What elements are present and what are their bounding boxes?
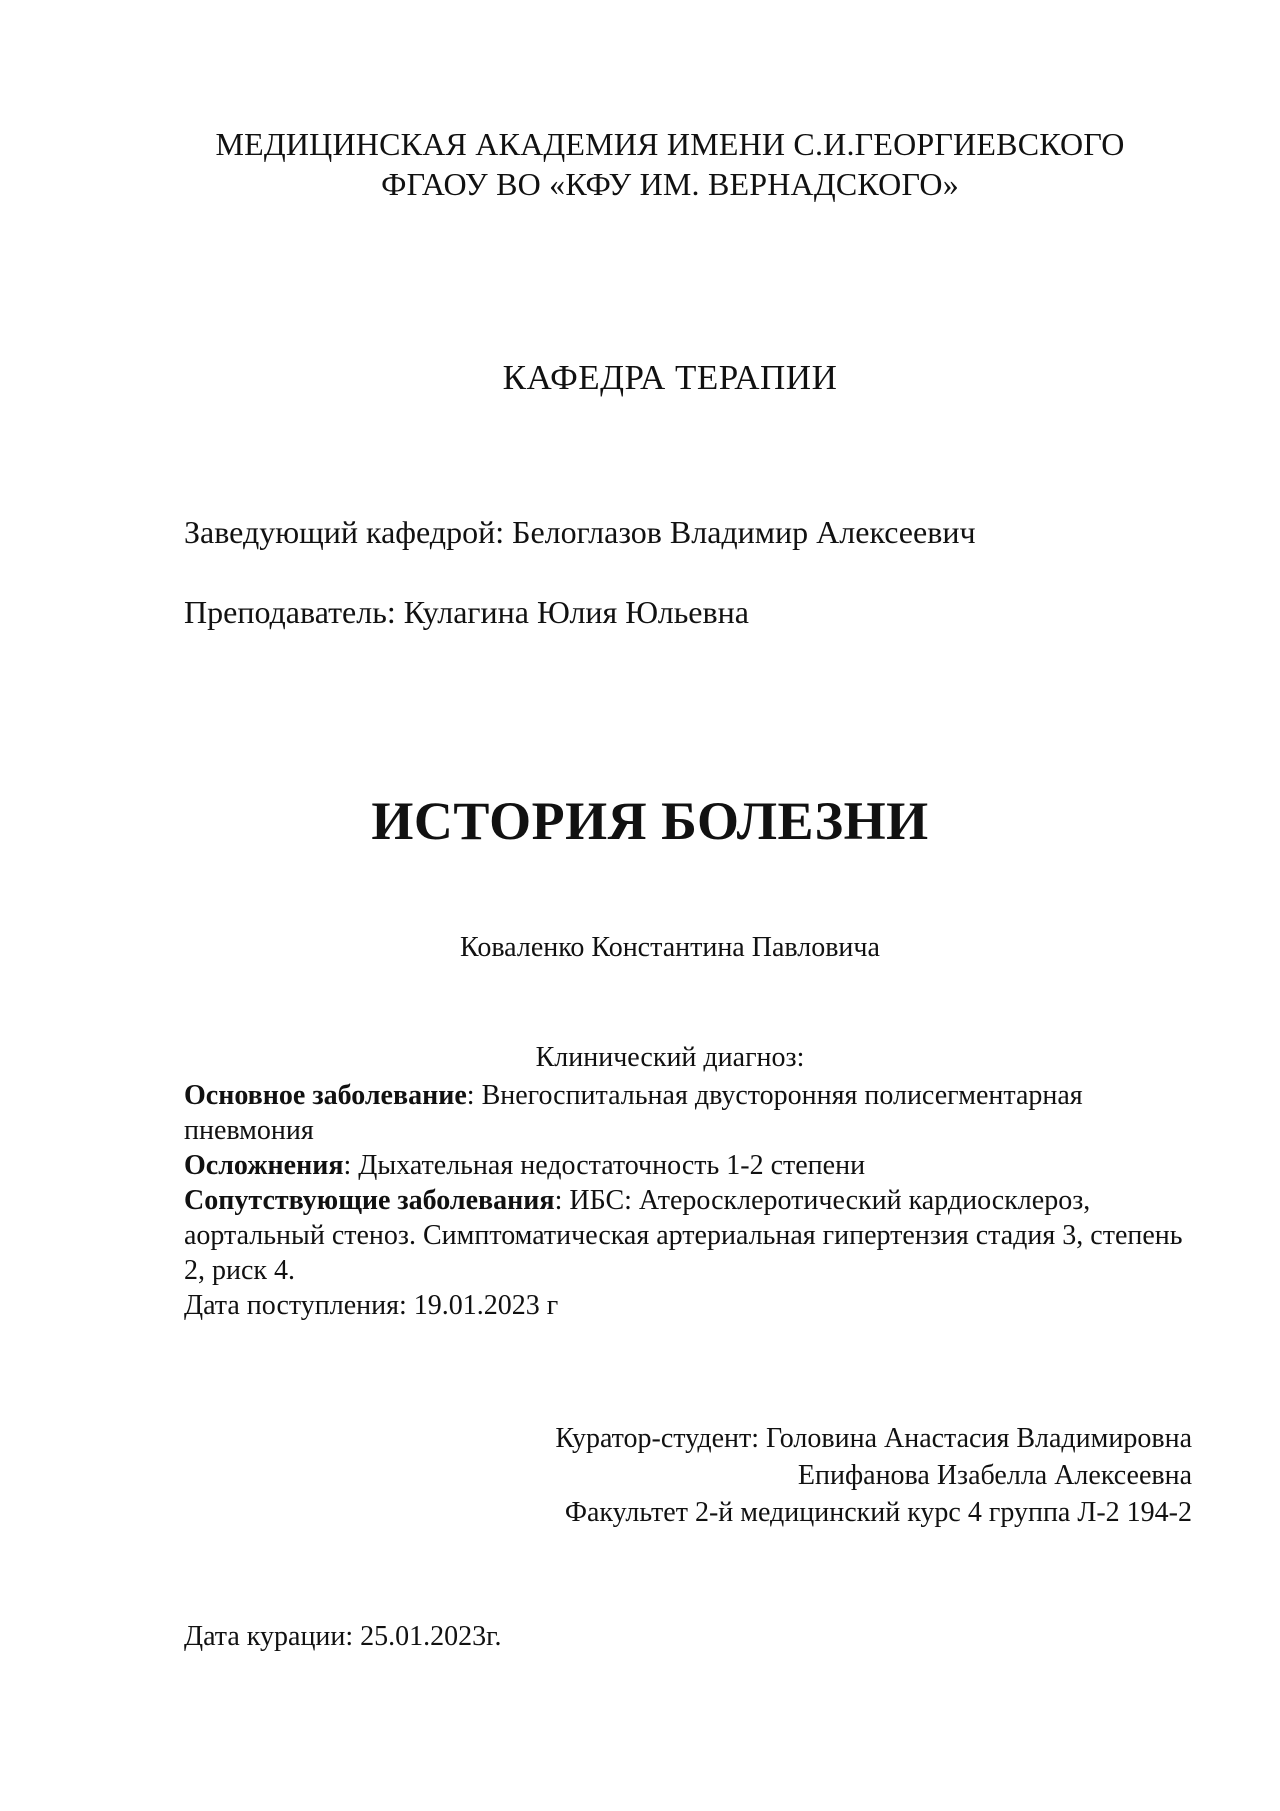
main-disease-text: : Внегоспитальная двусторонняя полисегментарная пневмония	[184, 1080, 1083, 1146]
comorbid-diseases	[184, 1183, 1194, 1288]
curation-date: Дата курации: 25.01.2023г.	[184, 1621, 502, 1652]
curator-block	[555, 1420, 1192, 1531]
complications-text: : Дыхательная недостаточность 1-2 степени	[343, 1150, 866, 1181]
document-title: ИСТОРИЯ БОЛЕЗНИ	[371, 791, 929, 851]
university-name: ФГАОУ ВО «КФУ ИМ. ВЕРНАДСКОГО»	[381, 166, 959, 202]
diagnosis-heading: Клинический диагноз:	[535, 1042, 805, 1073]
comorbid-text: : ИБС: Атеросклеротический кардиосклероз, аортальный стеноз. Симптоматическая артериальная гипертензия стадия 3, степень 2, риск 4.	[184, 1185, 1183, 1286]
department-title: КАФЕДРА ТЕРАПИИ	[502, 358, 838, 397]
curator-faculty: Факультет 2-й медицинский курс 4 группа Л-2 194-2	[564, 1497, 1192, 1528]
diagnosis-block	[184, 1078, 1194, 1323]
head-of-department: Заведующий кафедрой: Белоглазов Владимир Алексеевич	[184, 514, 976, 550]
main-disease	[184, 1078, 1194, 1148]
complications	[184, 1148, 1194, 1183]
curator-second-student: Епифанова Изабелла Алексеевна	[797, 1460, 1192, 1491]
admission-date: Дата поступления: 19.01.2023 г	[184, 1290, 559, 1321]
main-disease-label: Основное заболевание	[184, 1080, 467, 1111]
curator-student: Куратор-студент: Головина Анастасия Владимировна	[555, 1423, 1192, 1454]
teacher-name: Преподаватель: Кулагина Юлия Юльевна	[184, 594, 749, 630]
academy-name: МЕДИЦИНСКАЯ АКАДЕМИЯ ИМЕНИ С.И.ГЕОРГИЕВСКОГО	[215, 126, 1125, 162]
complications-label: Осложнения	[184, 1150, 344, 1181]
comorbid-label: Сопутствующие заболевания	[184, 1185, 555, 1216]
patient-name: Коваленко Константина Павловича	[460, 932, 880, 963]
